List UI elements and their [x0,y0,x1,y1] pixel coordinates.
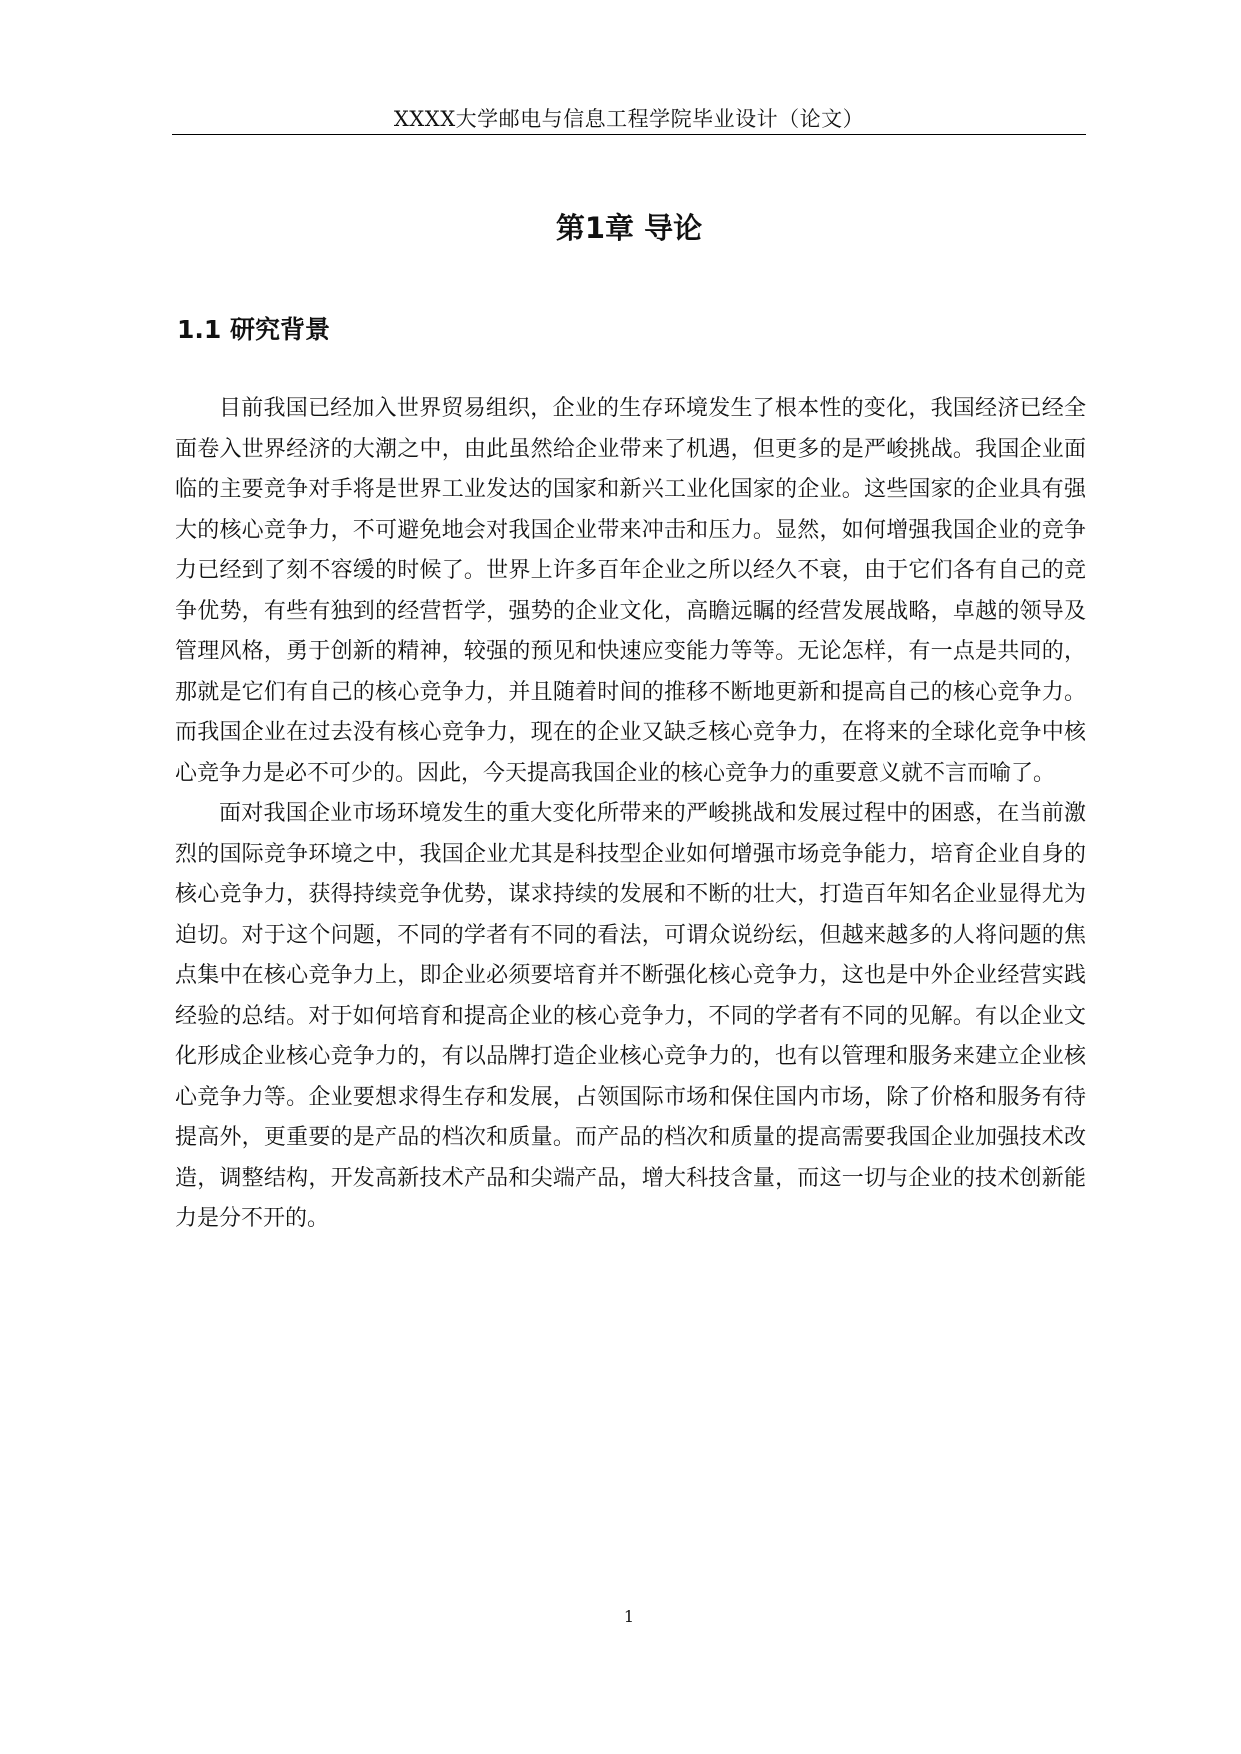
header-title: XXXX大学邮电与信息工程学院毕业设计（论文） [393,107,865,131]
page-number: 1 [623,1607,635,1626]
body-text [175,389,1086,1240]
section-title: 1.1 研究背景 [177,315,330,344]
chapter-title: 第1章 导论 [555,211,703,245]
running-header [172,100,1086,135]
paragraph-2: 面对我国企业市场环境发生的重大变化所带来的严峻挑战和发展过程中的困惑，在当前激烈的国际竞争环境之中，我国企业尤其是科技型企业如何增强市场竞争能力，培育企业自身的核心竞争力，获得持续竞争优势，谋求持续的发展和不断的壮大，打造百年知名企业显得尤为迫切。对于这个问题，不同的学者有不同的看法，可谓众说纷纭，但越来越多的人将问题的焦点集中在核心竞争力上，即企业必须要培育并不断强化核心竞争力，这也是中外企业经营实践经验的总结。对于如何培育和提高企业的核心竞争力，不同的学者有不同的见解。有以企业文化形成企业核心竞争力的，有以品牌打造企业核心竞争力的，也有以管理和服务来建立企业核心竞争力等。企业要想求得生存和发展，占领国际市场和保住国内市场，除了价格和服务有待提高外，更重要的是产品的档次和质量。而产品的档次和质量的提高需要我国企业加强技术改造，调整结构，开发高新技术产品和尖端产品，增大科技含量，而这一切与企业的技术创新能力是分不开的。 [175,801,1086,1231]
paragraph-1: 目前我国已经加入世界贸易组织，企业的生存环境发生了根本性的变化，我国经济已经全面卷入世界经济的大潮之中，由此虽然给企业带来了机遇，但更多的是严峻挑战。我国企业面临的主要竞争对手将是世界工业发达的国家和新兴工业化国家的企业。这些国家的企业具有强大的核心竞争力，不可避免地会对我国企业带来冲击和压力。显然，如何增强我国企业的竞争力已经到了刻不容缓的时候了。世界上许多百年企业之所以经久不衰，由于它们各有自己的竞争优势，有些有独到的经营哲学，强势的企业文化，高瞻远瞩的经营发展战略，卓越的领导及管理风格，勇于创新的精神，较强的预见和快速应变能力等等。无论怎样，有一点是共同的，那就是它们有自己的核心竞争力，并且随着时间的推移不断地更新和提高自己的核心竞争力。而我国企业在过去没有核心竞争力，现在的企业又缺乏核心竞争力，在将来的全球化竞争中核心竞争力是必不可少的。因此，今天提高我国企业的核心竞争力的重要意义就不言而喻了。 [175,396,1086,786]
